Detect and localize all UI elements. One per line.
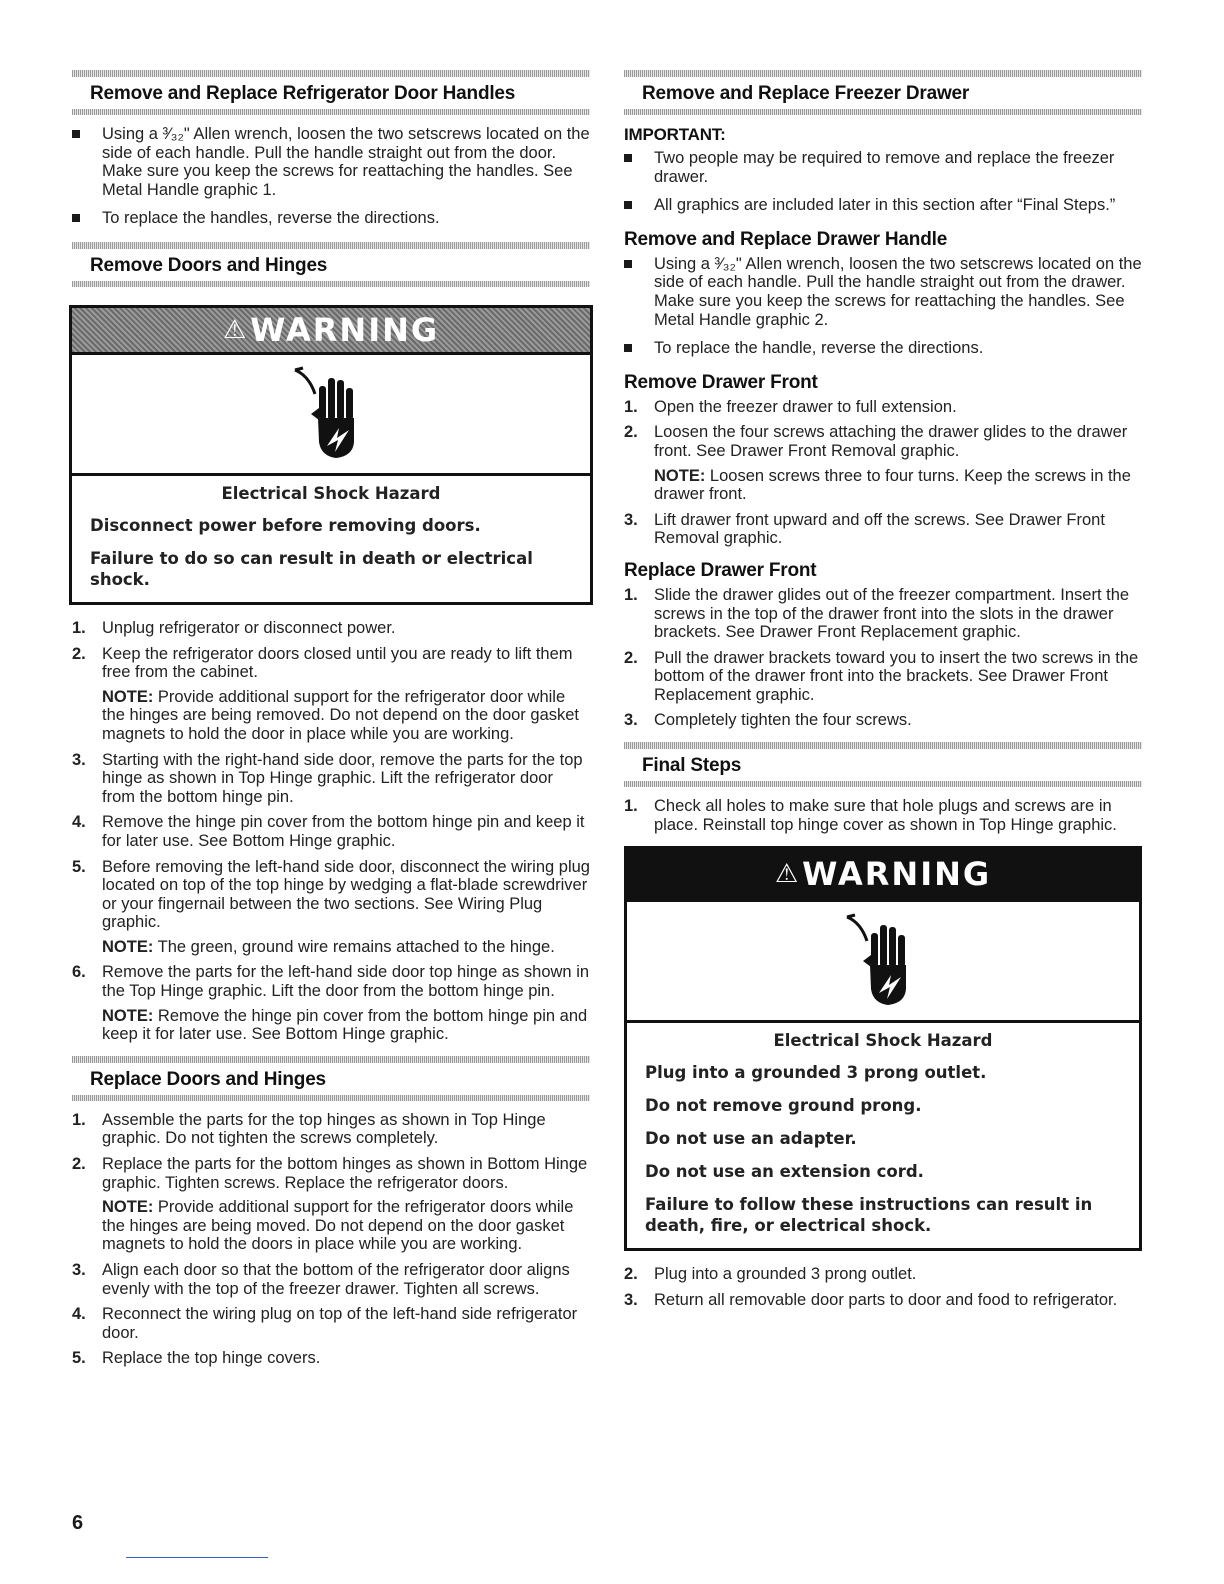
warning-body [72, 476, 590, 602]
list-item: 2. Keep the refrigerator doors closed until you are ready to lift them free from the cabinet. NOTE: Provide additional support for the refrigerator door while the hinges are being removed. Do not depend on the door gasket magnets to hold the door in place while you are working. [72, 645, 590, 744]
warning-line: Do not use an extension cord. [645, 1162, 924, 1182]
list-item: 1. Unplug refrigerator or disconnect power. [72, 618, 396, 637]
section-title-remove-doors: Remove Doors and Hinges [90, 254, 328, 276]
footer-rule [126, 1557, 268, 1558]
warning-line: Failure to follow these instructions can result in death, fire, or electrical shock. [645, 1195, 1093, 1236]
warning-box-final-steps [624, 846, 1142, 1251]
section-rule [72, 1095, 590, 1101]
section-rule [624, 781, 1142, 787]
warning-title: Electrical Shock Hazard [773, 1031, 993, 1051]
warning-line: Do not remove ground prong. [645, 1096, 922, 1116]
electrical-shock-icon [843, 911, 923, 1011]
list-item: 4. Reconnect the wiring plug on top of the left-hand side refrigerator door. [72, 1305, 578, 1342]
section-title-freezer-drawer: Remove and Replace Freezer Drawer [642, 83, 970, 104]
warning-header: ⚠ WARNING [72, 308, 590, 352]
warning-line: Do not use an adapter. [645, 1129, 857, 1149]
important-label: IMPORTANT: [624, 125, 726, 144]
list-item: 5. Replace the top hinge covers. [72, 1349, 321, 1368]
list-item: 3. Completely tighten the four screws. [624, 711, 912, 730]
warning-icon-area [72, 352, 590, 476]
warning-header: ⚠ WARNING [627, 849, 1139, 899]
subsection-title-drawer-handle: Remove and Replace Drawer Handle [624, 228, 948, 250]
note: NOTE: Loosen screws three to four turns. Keep the screws in the drawer front. [654, 466, 1131, 504]
warning-line: Plug into a grounded 3 prong outlet. [645, 1063, 987, 1083]
list-item: 6. Remove the parts for the left-hand side door top hinge as shown in the Top Hinge graphic. Lift the door from the bottom hinge pin. NOTE: Remove the hinge pin cover from the bottom hinge pin and keep it for later use. See Bottom Hinge graphic. [72, 963, 590, 1044]
list-item: 2. Plug into a grounded 3 prong outlet. [624, 1265, 917, 1284]
note: NOTE: Remove the hinge pin cover from the bottom hinge pin and keep it for later use. See Bottom Hinge graphic. [102, 1006, 588, 1044]
list-item: 1. Check all holes to make sure that hole plugs and screws are in place. Reinstall top hinge cover as shown in Top Hinge graphic. [624, 797, 1117, 834]
right-column [624, 70, 1142, 1321]
list-item: 2. Replace the parts for the bottom hinges as shown in Bottom Hinge graphic. Tighten screws. Replace the refrigerator doors. NOTE: Provide additional support for the refrigerator doors while the hinges are being moved. Do not depend on the door gasket magnets to hold the doors in place while you are working. [72, 1155, 590, 1254]
list-item: 3. Lift drawer front upward and off the screws. See Drawer Front Removal graphic. [624, 510, 1105, 548]
bullet-icon [624, 154, 632, 162]
section-rule [624, 109, 1142, 115]
list-item: 3. Align each door so that the bottom of the refrigerator door aligns evenly with the top of the freezer drawer. Tighten all screws. [72, 1261, 570, 1298]
list-item: 2. Loosen the four screws attaching the drawer glides to the drawer front. See Drawer Front Removal graphic. NOTE: Loosen screws three to four turns. Keep the screws in the drawer front. [624, 423, 1142, 503]
list-item: 1. Assemble the parts for the top hinges as shown in Top Hinge graphic. Do not tighten the screws completely. [72, 1110, 546, 1148]
list-item: 3. Starting with the right-hand side door, remove the parts for the top hinge as shown in Top Hinge graphic. Lift the refrigerator door from the bottom hinge pin. [72, 750, 583, 806]
warning-box-remove-doors [69, 305, 593, 605]
list-item: Using a ³⁄₃₂" Allen wrench, loosen the two setscrews located on the side of each handle. Pull the handle straight out from the door. Make sure you keep the screws for reattaching the handles. See Metal Handle graphic 1. [72, 125, 590, 199]
bullet-icon [624, 201, 632, 209]
list-item: 1. Slide the drawer glides out of the freezer compartment. Insert the screws in the top of the drawer front into the slots in the drawer brackets. See Drawer Front Replacement graphic. [624, 585, 1130, 642]
left-column [72, 70, 590, 1380]
list-item: 4. Remove the hinge pin cover from the bottom hinge pin and keep it for later use. See Bottom Hinge graphic. [72, 813, 585, 850]
list-item: Using a ³⁄₃₂" Allen wrench, loosen the two setscrews located on the side of each handle. Pull the handle straight out from the drawer. Make sure you keep the screws for reattaching the handles. See Metal Handle graphic 2. [624, 255, 1142, 329]
list-item: 1. Open the freezer drawer to full extension. [624, 397, 957, 416]
list-item: 5. Before removing the left-hand side door, disconnect the wiring plug located on top of the top hinge by wedging a flat-blade screwdriver or your fingernail between the two sections. See Wiring Plug graphic. NOTE: The green, ground wire remains attached to the hinge. [72, 857, 590, 956]
warning-line: Failure to do so can result in death or electrical shock. [90, 548, 533, 589]
list-item: To replace the handles, reverse the directions. [72, 209, 590, 228]
warning-body [627, 1023, 1139, 1248]
electrical-shock-icon [291, 364, 371, 464]
list-item: To replace the handle, reverse the directions. [624, 339, 1142, 358]
final-steps-list-b [624, 1265, 1142, 1309]
remove-doors-steps [72, 619, 590, 1044]
bullet-icon [72, 214, 80, 222]
note: NOTE: The green, ground wire remains attached to the hinge. [102, 937, 555, 956]
section-title-final-steps: Final Steps [642, 755, 742, 777]
list-item: 3. Return all removable door parts to door and food to refrigerator. [624, 1290, 1118, 1309]
list-item: All graphics are included later in this section after “Final Steps.” [624, 196, 1142, 215]
section-rule [624, 70, 1142, 77]
subsection-title-replace-front: Replace Drawer Front [624, 559, 817, 581]
section-rule [624, 742, 1142, 749]
remove-front-steps [624, 398, 1142, 548]
section-rule [72, 281, 590, 287]
drawer-handle-bullets [624, 255, 1142, 358]
bullet-icon [624, 344, 632, 352]
section-title-door-handles: Remove and Replace Refrigerator Door Handles [90, 83, 516, 104]
note: NOTE: Provide additional support for the refrigerator doors while the hinges are being moved. Do not depend on the door gasket magnets to hold the doors in place while you are working. [102, 1198, 574, 1254]
bullet-icon [624, 260, 632, 268]
warning-triangle-icon: ⚠ [774, 859, 801, 890]
warning-icon-area [627, 899, 1139, 1023]
subsection-title-remove-front: Remove Drawer Front [624, 371, 818, 393]
warning-title: Electrical Shock Hazard [221, 483, 441, 503]
replace-doors-steps [72, 1111, 590, 1368]
list-item: 2. Pull the drawer brackets toward you to insert the two screws in the bottom of the drawer front into the brackets. See Drawer Front Replacement graphic. [624, 648, 1139, 704]
section-rule [72, 1056, 590, 1063]
final-steps-list-a [624, 797, 1142, 834]
bullet-icon [72, 130, 80, 138]
list-item: Two people may be required to remove and replace the freezer drawer. [624, 149, 1142, 186]
section-title-replace-doors: Replace Doors and Hinges [90, 1068, 326, 1090]
warning-triangle-icon: ⚠ [222, 314, 249, 345]
section-rule [72, 242, 590, 249]
page-number: 6 [72, 1512, 84, 1534]
section-rule [72, 109, 590, 115]
door-handles-bullets [72, 125, 590, 228]
important-bullets [624, 149, 1142, 215]
note: NOTE: Provide additional support for the refrigerator door while the hinges are being removed. Do not depend on the door gasket magnets to hold the door in place while you are working. [102, 687, 580, 743]
replace-front-steps [624, 586, 1142, 730]
warning-line: Disconnect power before removing doors. [90, 515, 481, 535]
section-rule [72, 70, 590, 77]
